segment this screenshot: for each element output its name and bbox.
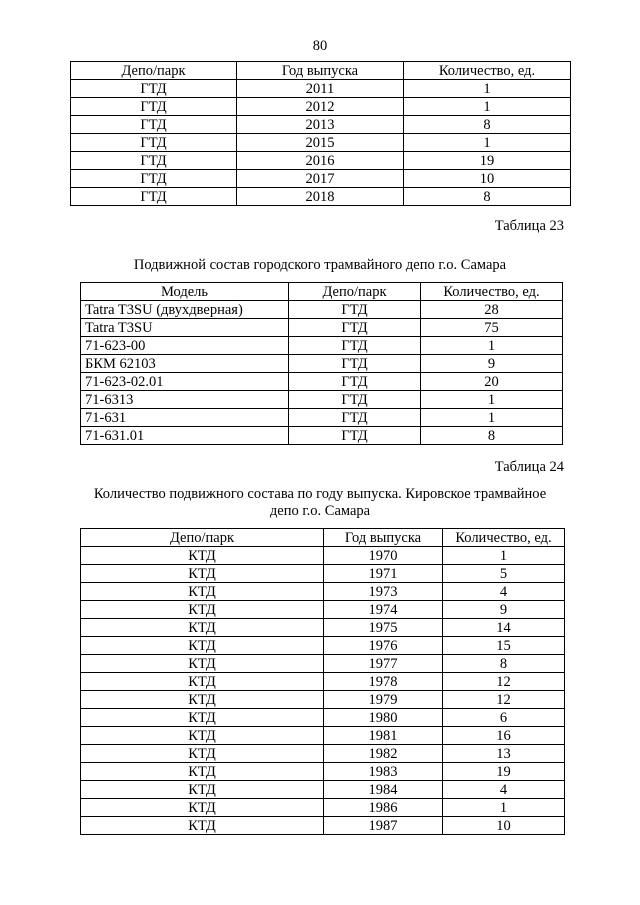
table-row: [81, 619, 565, 637]
cell-second: ГТД: [289, 391, 421, 409]
table-row: [81, 391, 563, 409]
table-row: [81, 817, 565, 835]
page-number: 80: [312, 38, 328, 54]
cell-first: ГТД: [71, 80, 237, 98]
header-model: Модель: [81, 283, 289, 301]
cell-third: 1: [404, 80, 571, 98]
table-row: [81, 319, 563, 337]
cell-first: 71-623-02.01: [81, 373, 289, 391]
cell-first: ГТД: [71, 170, 237, 188]
table-row: [71, 134, 571, 152]
table-caption: Подвижной состав городского трамвайного депо г.о. Самара: [133, 257, 507, 273]
table-header-row: [71, 62, 571, 80]
table-row: [71, 152, 571, 170]
table-row: [81, 355, 563, 373]
table-row: [81, 709, 565, 727]
cell-first: 71-623-00: [81, 337, 289, 355]
cell-first: ГТД: [71, 116, 237, 134]
cell-second: 2011: [237, 80, 404, 98]
cell-second: 1975: [324, 619, 443, 637]
table-row: [81, 337, 563, 355]
header-year: Год выпуска: [324, 529, 443, 547]
cell-third: 8: [421, 427, 563, 445]
cell-second: 1984: [324, 781, 443, 799]
table-row: [71, 80, 571, 98]
cell-third: 16: [443, 727, 565, 745]
cell-second: 1970: [324, 547, 443, 565]
table-row: [81, 781, 565, 799]
cell-first: КТД: [81, 817, 324, 835]
cell-first: КТД: [81, 619, 324, 637]
cell-second: 1987: [324, 817, 443, 835]
table-year-ktd: [80, 528, 565, 835]
table-body: [81, 547, 565, 835]
cell-second: ГТД: [289, 337, 421, 355]
table-row: [81, 409, 563, 427]
cell-third: 1: [404, 98, 571, 116]
cell-third: 19: [443, 763, 565, 781]
cell-third: 13: [443, 745, 565, 763]
cell-first: КТД: [81, 763, 324, 781]
cell-first: 71-6313: [81, 391, 289, 409]
cell-third: 12: [443, 673, 565, 691]
table-row: [81, 727, 565, 745]
cell-third: 1: [421, 409, 563, 427]
header-quantity: Количество, ед.: [443, 529, 565, 547]
cell-third: 19: [404, 152, 571, 170]
cell-first: КТД: [81, 781, 324, 799]
cell-second: 1980: [324, 709, 443, 727]
table-label: Таблица 23: [494, 218, 564, 234]
cell-third: 15: [443, 637, 565, 655]
cell-second: 1983: [324, 763, 443, 781]
cell-third: 5: [443, 565, 565, 583]
table-row: [71, 116, 571, 134]
cell-third: 4: [443, 583, 565, 601]
table-row: [71, 188, 571, 206]
cell-first: КТД: [81, 691, 324, 709]
table-row: [81, 373, 563, 391]
caption-line: Количество подвижного состава по году выпуска. Кировское трамвайное: [93, 486, 547, 502]
table-row: [81, 673, 565, 691]
cell-second: ГТД: [289, 319, 421, 337]
table-row: [81, 763, 565, 781]
cell-second: ГТД: [289, 427, 421, 445]
cell-second: 1981: [324, 727, 443, 745]
cell-first: БКМ 62103: [81, 355, 289, 373]
cell-third: 9: [421, 355, 563, 373]
table-body: [81, 301, 563, 445]
cell-third: 1: [421, 391, 563, 409]
cell-second: 1979: [324, 691, 443, 709]
cell-third: 4: [443, 781, 565, 799]
cell-second: 1976: [324, 637, 443, 655]
header-depot: Депо/парк: [81, 529, 324, 547]
cell-first: КТД: [81, 745, 324, 763]
cell-first: КТД: [81, 727, 324, 745]
cell-second: 1978: [324, 673, 443, 691]
cell-second: 1971: [324, 565, 443, 583]
table-row: [81, 427, 563, 445]
cell-first: КТД: [81, 709, 324, 727]
cell-third: 9: [443, 601, 565, 619]
cell-first: ГТД: [71, 98, 237, 116]
cell-first: ГТД: [71, 152, 237, 170]
cell-second: ГТД: [289, 355, 421, 373]
cell-third: 8: [443, 655, 565, 673]
cell-second: 2018: [237, 188, 404, 206]
cell-first: КТД: [81, 637, 324, 655]
cell-third: 1: [443, 547, 565, 565]
table-body: [71, 80, 571, 206]
cell-second: 1974: [324, 601, 443, 619]
cell-third: 75: [421, 319, 563, 337]
cell-third: 8: [404, 188, 571, 206]
cell-third: 1: [443, 799, 565, 817]
cell-second: 2015: [237, 134, 404, 152]
table-row: [81, 565, 565, 583]
cell-first: КТД: [81, 583, 324, 601]
cell-first: КТД: [81, 673, 324, 691]
cell-second: 1977: [324, 655, 443, 673]
cell-third: 10: [404, 170, 571, 188]
cell-first: КТД: [81, 547, 324, 565]
cell-second: ГТД: [289, 301, 421, 319]
cell-second: ГТД: [289, 373, 421, 391]
table-row: [81, 655, 565, 673]
cell-third: 28: [421, 301, 563, 319]
cell-first: 71-631: [81, 409, 289, 427]
cell-third: 8: [404, 116, 571, 134]
cell-first: ГТД: [71, 134, 237, 152]
table-row: [81, 601, 565, 619]
cell-first: Tatra T3SU: [81, 319, 289, 337]
cell-second: 2013: [237, 116, 404, 134]
cell-second: 2012: [237, 98, 404, 116]
table-row: [71, 98, 571, 116]
cell-first: КТД: [81, 655, 324, 673]
table-row: [81, 637, 565, 655]
table-row: [81, 301, 563, 319]
cell-third: 12: [443, 691, 565, 709]
table-row: [81, 799, 565, 817]
table-row: [81, 547, 565, 565]
cell-third: 1: [421, 337, 563, 355]
table-row: [81, 583, 565, 601]
table-rolling-stock-gtd: [80, 282, 563, 445]
header-depot: Депо/парк: [71, 62, 237, 80]
table-header-row: [81, 529, 565, 547]
cell-first: КТД: [81, 601, 324, 619]
table-row: [81, 745, 565, 763]
cell-first: КТД: [81, 565, 324, 583]
cell-second: ГТД: [289, 409, 421, 427]
cell-third: 10: [443, 817, 565, 835]
caption-line: депо г.о. Самара: [269, 503, 371, 519]
table-year-gtd: [70, 61, 571, 206]
table-caption: [0, 486, 640, 520]
table-row: [81, 691, 565, 709]
cell-second: 2016: [237, 152, 404, 170]
table-header-row: [81, 283, 563, 301]
cell-first: 71-631.01: [81, 427, 289, 445]
header-quantity: Количество, ед.: [421, 283, 563, 301]
table-row: [71, 170, 571, 188]
table-label: Таблица 24: [494, 459, 564, 475]
cell-third: 1: [404, 134, 571, 152]
cell-third: 14: [443, 619, 565, 637]
cell-second: 1973: [324, 583, 443, 601]
cell-first: КТД: [81, 799, 324, 817]
header-year: Год выпуска: [237, 62, 404, 80]
header-quantity: Количество, ед.: [404, 62, 571, 80]
cell-second: 1986: [324, 799, 443, 817]
cell-third: 6: [443, 709, 565, 727]
cell-third: 20: [421, 373, 563, 391]
cell-second: 1982: [324, 745, 443, 763]
cell-first: Tatra T3SU (двухдверная): [81, 301, 289, 319]
header-depot: Депо/парк: [289, 283, 421, 301]
cell-first: ГТД: [71, 188, 237, 206]
cell-second: 2017: [237, 170, 404, 188]
